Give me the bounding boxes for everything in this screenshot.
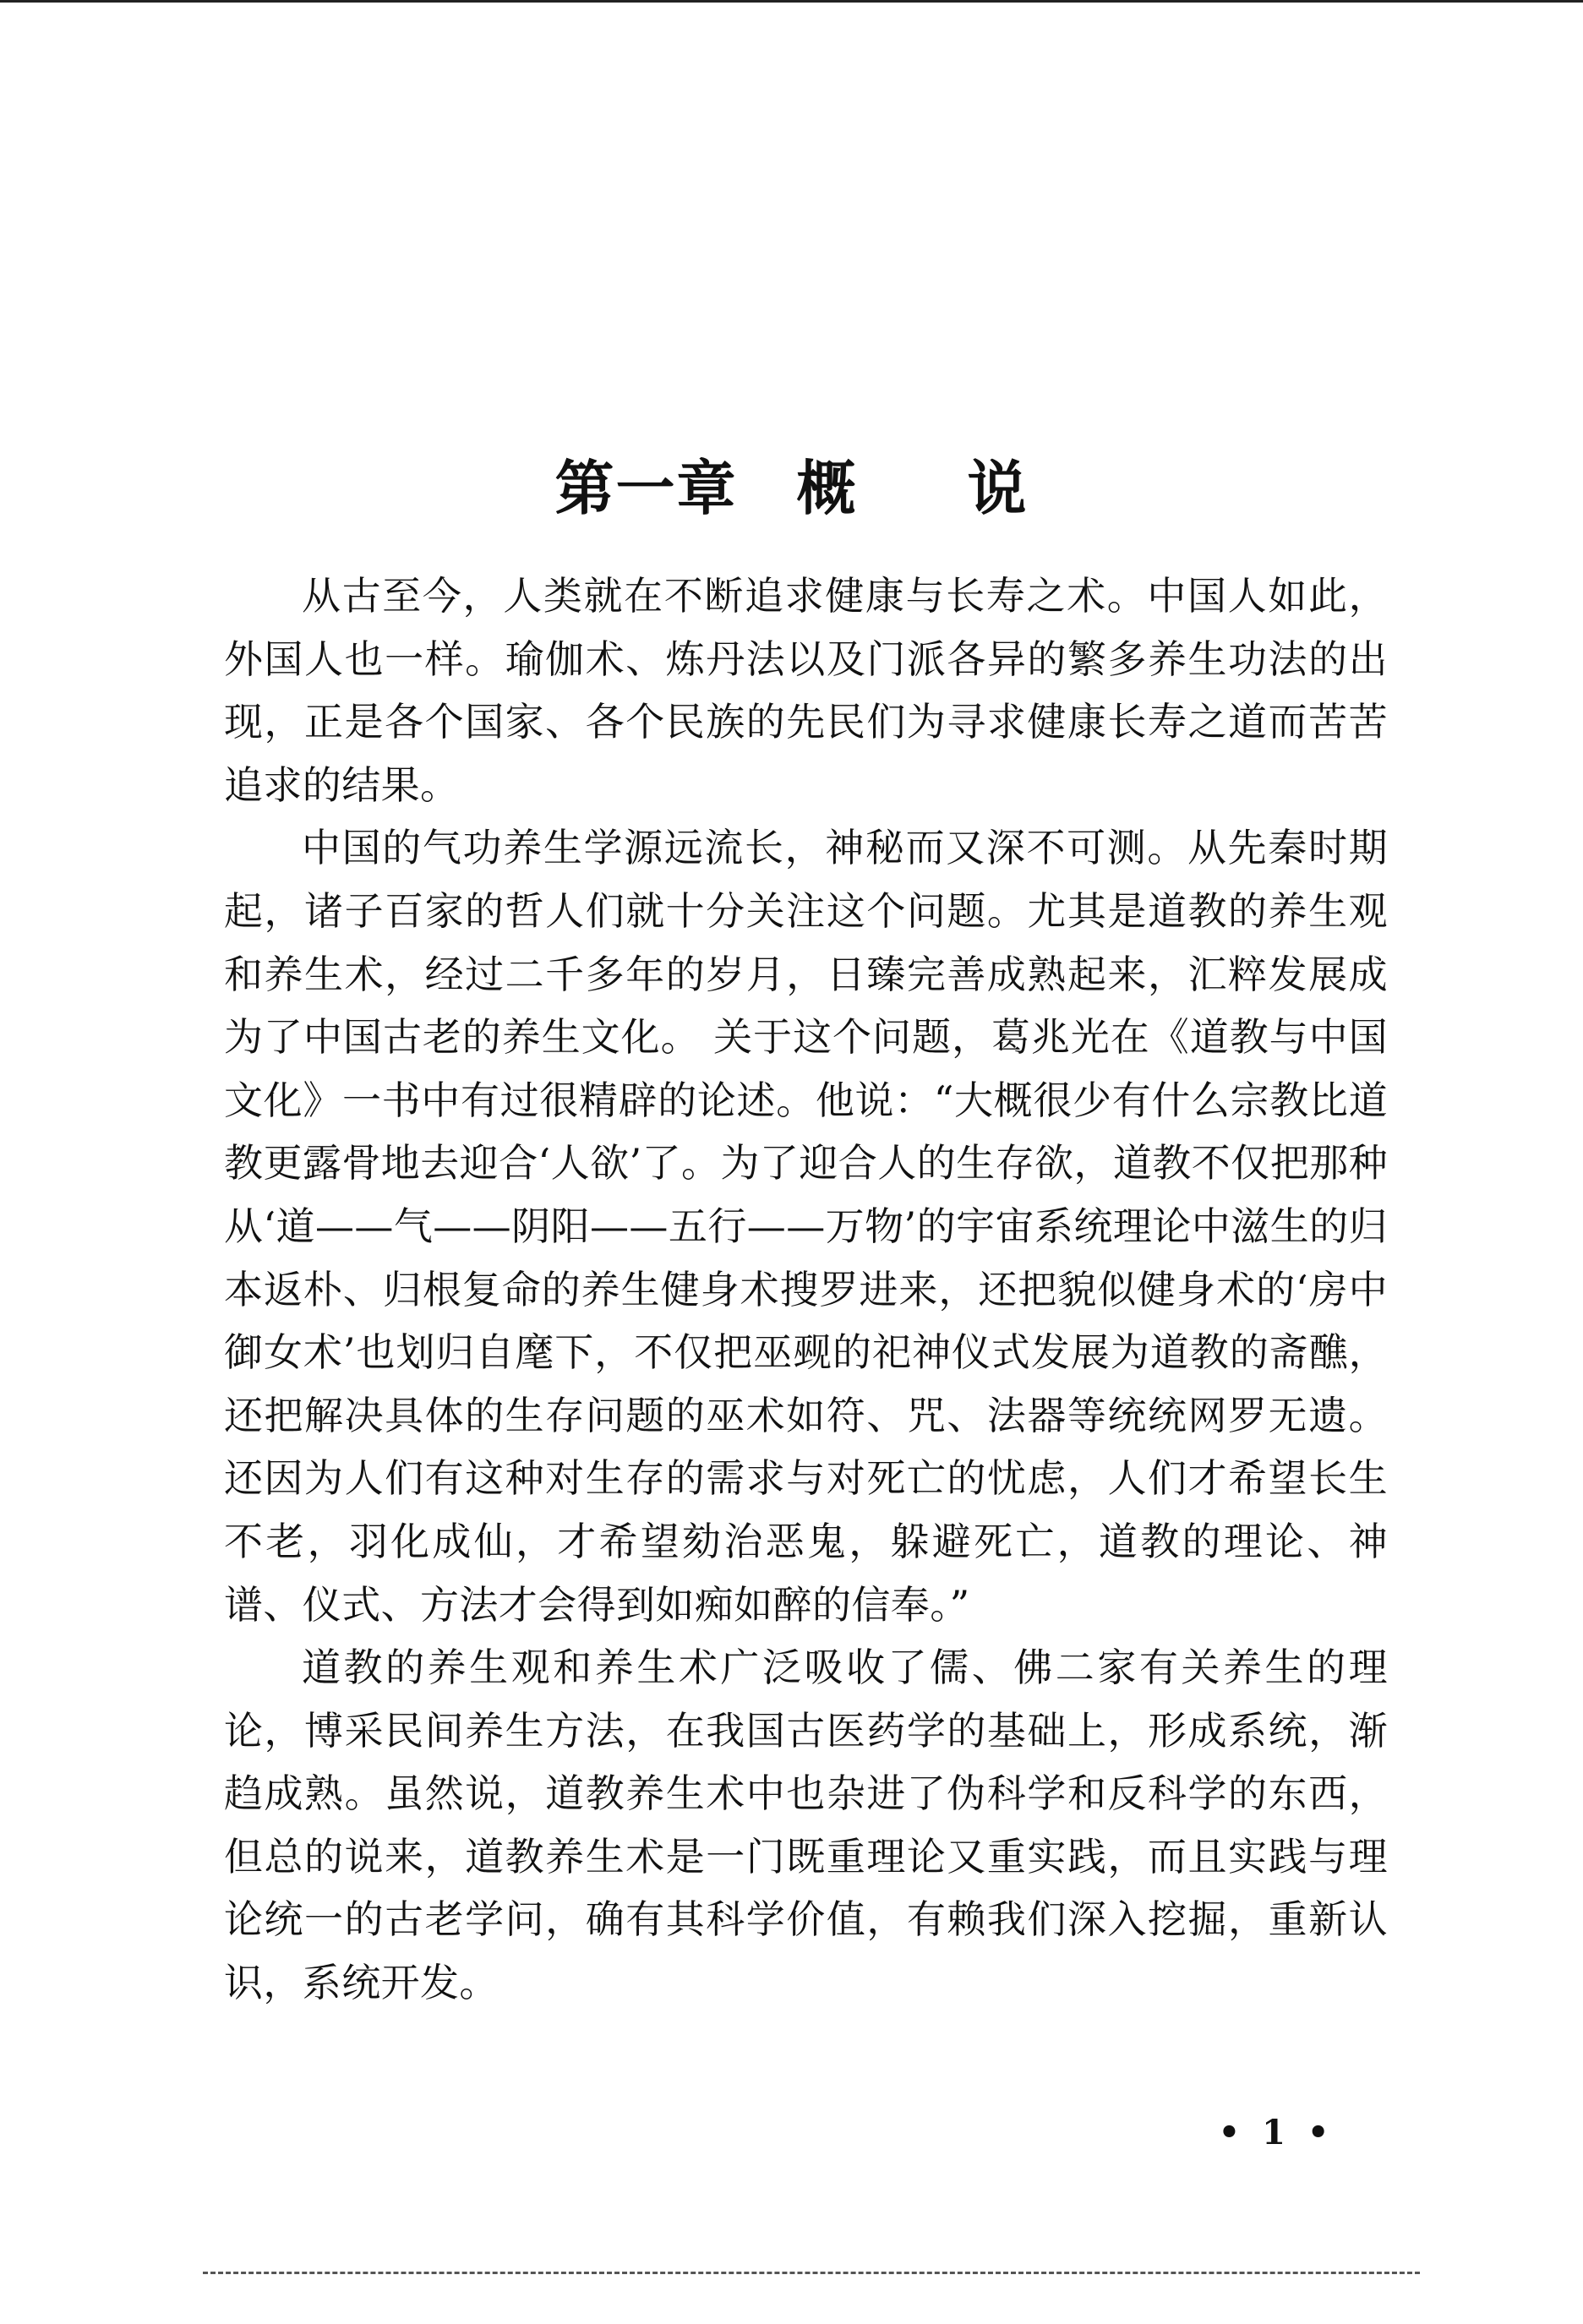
chapter-title-word-1: 概 <box>796 454 858 523</box>
chapter-title <box>0 446 1583 531</box>
page-number: • 1 • <box>1218 2113 1335 2152</box>
chapter-body <box>224 565 1388 2015</box>
paragraph-1: 从古至今，人类就在不断追求健康与长寿之术。中国人如此，外国人也一样。瑜伽术、炼丹法以及门派各异的繁多养生功法的出现，正是各个国家、各个民族的先民们为寻求健康长寿之道而苦苦追求的结果。 <box>224 573 1388 808</box>
chapter-title-word-2: 说 <box>967 454 1029 523</box>
paragraph-3: 道教的养生观和养生术广泛吸收了儒、佛二家有关养生的理论，博采民间养生方法，在我国古医药学的基础上，形成系统，渐趋成熟。虽然说，道教养生术中也杂进了伪科学和反科学的东西，但总的说来，道教养生术是一门既重理论又重实践，而且实践与理论统一的古老学问，确有其科学价值，有赖我们深入挖掘，重新认识，系统开发。 <box>224 1645 1388 2006</box>
bottom-border-line <box>203 2272 1420 2274</box>
chapter-number: 第一章 <box>554 454 738 523</box>
top-border-line <box>0 0 1583 3</box>
paragraph-2: 中国的气功养生学源远流长，神秘而又深不可测。从先秦时期起，诸子百家的哲人们就十分关注这个问题。尤其是道教的养生观和养生术，经过二千多年的岁月，日臻完善成熟起来，汇粹发展成为了中国古老的养生文化。 关于这个问题，葛兆光在《道教与中国文化》一书中有过很精辟的论述。他说：“大概很少有什么宗教比道教更露骨地去迎合‘人欲’了。为了迎合人的生存欲，道教不仅把那种从‘道——气——阴阳——五行——万物’的宇宙系统理论中滋生的归本返朴、归根复命的养生健身术搜罗进来，还把貌似健身术的‘房中御女术’也划归自麾下，不仅把巫觋的祀神仪式发展为道教的斋醮，还把解决具体的生存问题的巫术如符、咒、法器等统统网罗无遗。还因为人们有这种对生存的需求与对死亡的忧虑，人们才希望长生不老，羽化成仙，才希望劾治恶鬼，躲避死亡，道教的理论、神谱、仪式、方法才会得到如痴如醉的信奉。” <box>224 825 1388 1628</box>
